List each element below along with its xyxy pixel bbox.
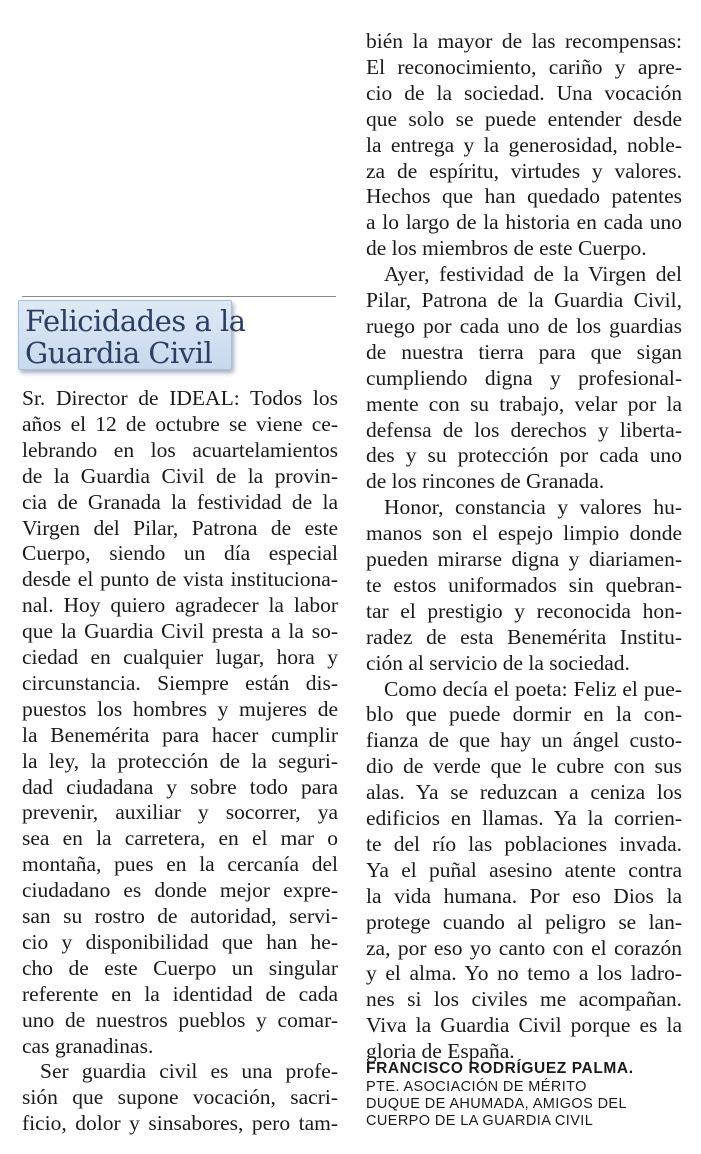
left-column-line: desde el punto de vista instituciona-: [22, 567, 338, 592]
left-column-line: prevenir, auxiliar y socorrer, ya: [22, 800, 338, 825]
right-column-line: y el alma. Yo no temo a los ladro-: [366, 961, 682, 986]
right-column-line: manos son el espejo limpio donde: [366, 521, 682, 546]
right-column-line: pueden mirarse digna y diariamen-: [366, 547, 682, 571]
left-column-line: lebrando en los acuartelamientos: [22, 437, 338, 462]
right-column-line: protege cuando al peligro se lan-: [366, 909, 682, 934]
right-column-line: Pilar, Patrona de la Guardia Civil,: [366, 288, 682, 312]
left-column-line: cia de Granada la festividad de la: [22, 489, 338, 514]
right-column-line: mente con su trabajo, velar por la: [366, 391, 682, 416]
right-column-line: de los rincones de Granada.: [366, 469, 605, 494]
right-column-line: cumpliendo digna y profesional-: [366, 365, 682, 390]
left-column-line: cas granadinas.: [22, 1033, 154, 1058]
right-column-line: la vida humana. Por eso Dios la: [366, 883, 682, 908]
headline-line-1: Felicidades a la: [25, 304, 246, 338]
right-column-line: fianza de que hay un ángel custo-: [366, 728, 682, 753]
right-column-line: edificios en llamas. Ya la corrien-: [366, 806, 682, 830]
right-column-line: Hechos que han quedado patentes: [366, 184, 682, 209]
right-column-line: te del río las poblaciones invada.: [366, 831, 682, 856]
right-column-line: za de espíritu, virtudes y valores.: [366, 158, 682, 183]
signature-title-line-3: CUERPO DE LA GUARDIA CIVIL: [366, 1113, 594, 1129]
left-column-line: nal. Hoy quiero agradecer la labor: [22, 593, 338, 618]
right-column-line: El reconocimiento, cariño y apre-: [366, 54, 682, 79]
right-column-line: ción al servicio de la sociedad.: [366, 650, 630, 675]
right-column-line: dio de verde que le cubre con sus: [366, 754, 682, 779]
right-column-line: defensa de los derechos y liberta-: [366, 417, 682, 442]
right-column-line: de nuestra tierra para que sigan: [366, 339, 682, 364]
left-column-line: san su rostro de autoridad, servi-: [22, 904, 338, 928]
right-column-line: ruego por cada uno de los guardias: [366, 313, 682, 338]
left-column-line: de la Guardia Civil de la provin-: [22, 463, 338, 488]
left-column-line: sea en la carretera, en el mar o: [22, 826, 338, 851]
left-column-line: la ley, la protección de la seguri-: [22, 748, 338, 773]
headline-box: [18, 300, 246, 370]
right-column-line: bién la mayor de las recompensas:: [366, 29, 682, 53]
left-column-line: montaña, pues en la cercanía del: [22, 852, 338, 877]
left-column-line: Cuerpo, siendo un día especial: [22, 541, 338, 566]
signature-title-line-1: PTE. ASOCIACIÓN DE MÉRITO: [366, 1079, 587, 1095]
right-column-line: Viva la Guardia Civil porque es la: [366, 1013, 682, 1038]
left-column-line: uno de nuestros pueblos y comar-: [22, 1007, 338, 1032]
headline-rule: [22, 296, 336, 297]
headline-line-2: Guardia Civil: [25, 336, 213, 370]
right-column-line: nes si los civiles me acompañan.: [366, 987, 682, 1012]
left-column-line: Ser guardia civil es una profe-: [40, 1059, 338, 1084]
left-column-line: Sr. Director de IDEAL: Todos los: [22, 386, 338, 410]
right-column-line: Ayer, festividad de la Virgen del: [384, 262, 682, 287]
right-column-line: gloria de España.: [366, 1039, 515, 1064]
right-column-line: alas. Ya se reduzcan a ceniza los: [366, 780, 682, 805]
signature-name: FRANCISCO RODRÍGUEZ PALMA.: [366, 1060, 634, 1077]
right-column-line: des y su protección por cada uno: [366, 443, 682, 468]
left-column-line: ciudadano es donde mejor expre-: [22, 878, 338, 903]
left-column-line: Virgen del Pilar, Patrona de este: [22, 515, 338, 540]
left-column-line: ciedad en cualquier lugar, hora y: [22, 645, 338, 669]
right-column-line: radez de esta Benemérita Institu-: [366, 624, 682, 649]
signature-title-line-2: DUQUE DE AHUMADA, AMIGOS DEL: [366, 1096, 627, 1112]
left-column-line: que la Guardia Civil presta a la so-: [22, 619, 338, 644]
left-column-line: puestos los hombres y mujeres de: [22, 696, 338, 721]
left-column-line: circunstancia. Siempre están dis-: [22, 670, 338, 695]
right-column-line: que solo se puede entender desde: [366, 106, 682, 131]
right-column-line: de los miembros de este Cuerpo.: [366, 236, 647, 261]
right-column-line: a lo largo de la historia en cada uno: [366, 210, 682, 235]
left-column-line: años el 12 de octubre se viene ce-: [22, 411, 338, 436]
right-column-line: tar el prestigio y reconocida hon-: [366, 598, 682, 623]
left-column-line: dad ciudadana y sobre todo para: [22, 774, 338, 799]
left-column-line: cho de este Cuerpo un singular: [22, 955, 338, 980]
right-column-line: Honor, constancia y valores hu-: [384, 495, 682, 520]
right-column-line: la entrega y la generosidad, noble-: [366, 132, 682, 157]
right-column-line: cio de la sociedad. Una vocación: [366, 80, 682, 105]
left-column-line: la Benemérita para hacer cumplir: [22, 722, 338, 747]
right-column-line: blo que puede dormir en la con-: [366, 702, 682, 727]
left-column-line: cio y disponibilidad que han he-: [22, 929, 338, 954]
left-column-line: sión que supone vocación, sacri-: [22, 1085, 338, 1110]
right-column-line: Ya el puñal asesino atente contra: [366, 857, 682, 882]
right-column-line: za, por eso yo canto con el corazón: [366, 935, 682, 960]
right-column-line: te estos uniformados sin quebran-: [366, 572, 682, 597]
left-column-line: referente en la identidad de cada: [22, 981, 338, 1006]
left-column-line: ficio, dolor y sinsabores, pero tam-: [22, 1111, 338, 1136]
right-column-line: Como decía el poeta: Feliz el pue-: [384, 676, 682, 701]
